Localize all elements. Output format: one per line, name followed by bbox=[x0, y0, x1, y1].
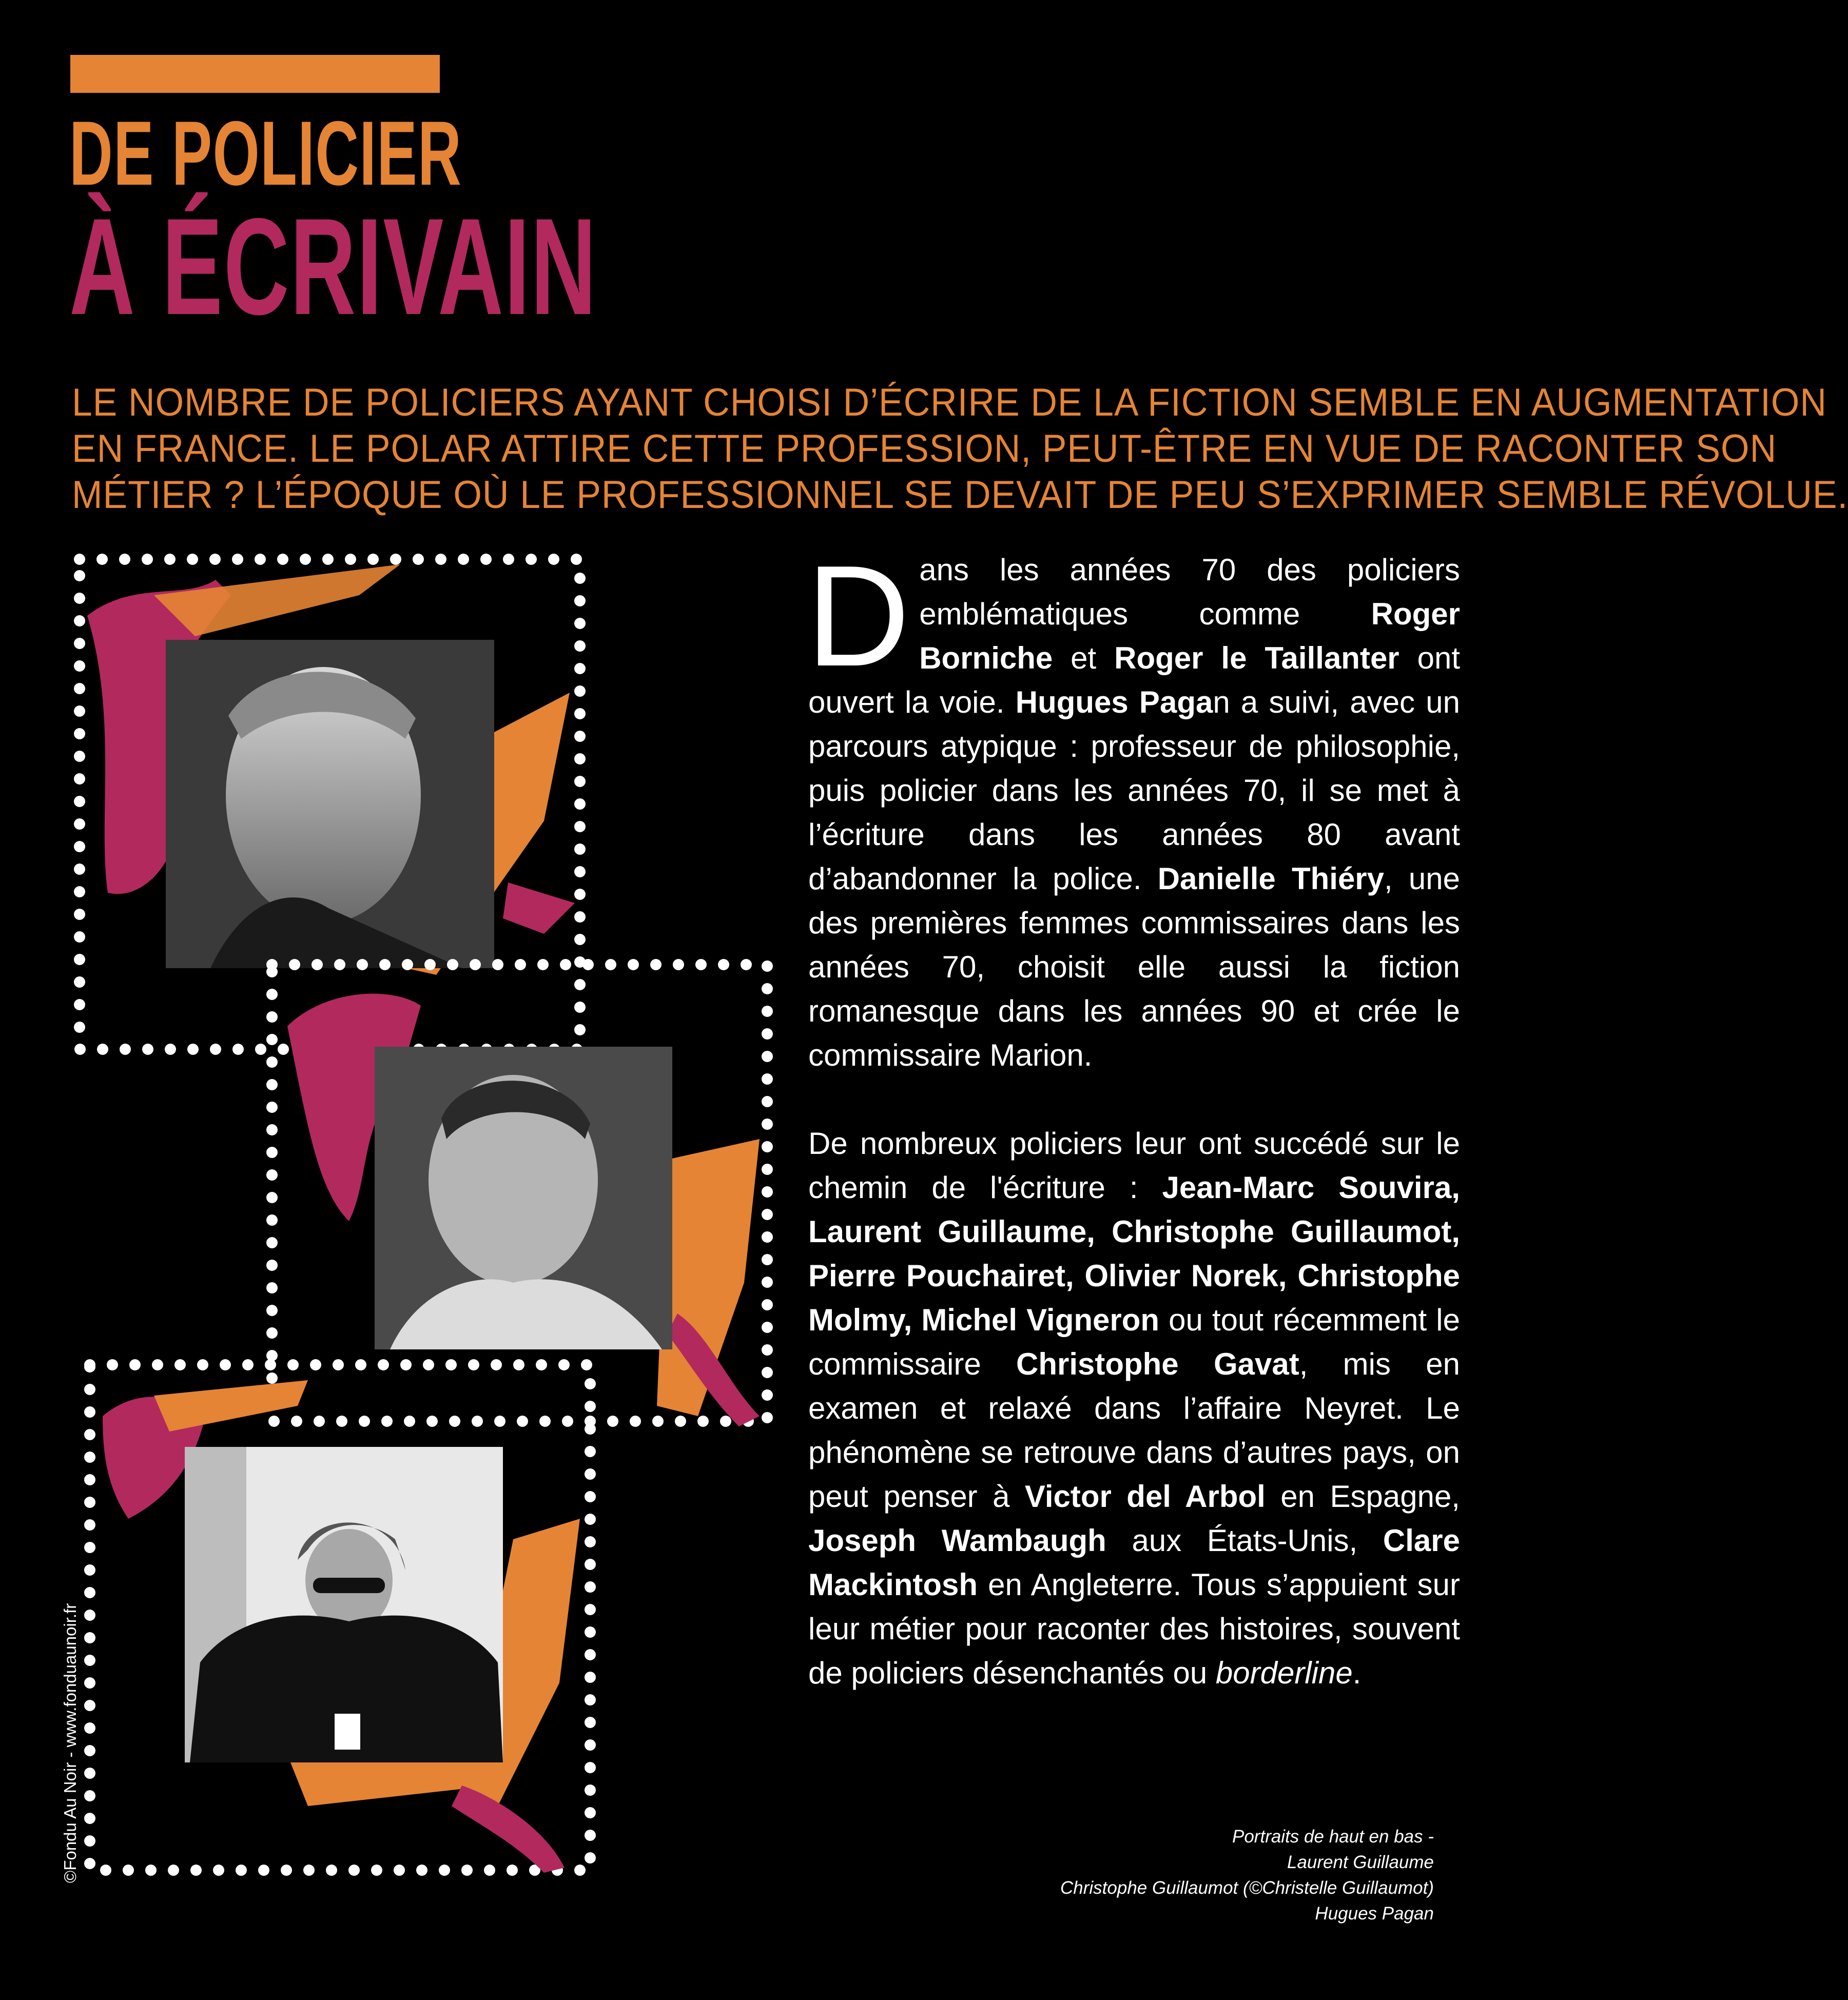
intro-line-1: LE NOMBRE DE POLICIERS AYANT CHOISI D’ÉCRIRE DE LA FICTION SEMBLE EN AUGMENTATION bbox=[72, 381, 1827, 424]
intro-line-2: EN FRANCE. LE POLAR ATTIRE CETTE PROFESSION, PEUT-ÊTRE EN VUE DE RACONTER SON bbox=[72, 427, 1777, 470]
copyright-notice: ©Fondu Au Noir - www.fonduaunoir.fr bbox=[61, 1603, 80, 1883]
portrait-frame-1 bbox=[80, 559, 580, 1049]
author-name: Roger Borniche bbox=[919, 597, 1460, 675]
intro-line-3: MÉTIER ? L’ÉPOQUE OÙ LE PROFESSIONNEL SE DEVAIT DE PEU S’EXPRIMER SEMBLE RÉVOLUE. bbox=[72, 473, 1848, 517]
italic-term: borderline bbox=[1215, 1656, 1353, 1690]
text-run: ou tout récemment le commissaire bbox=[808, 1303, 1460, 1381]
author-name: Jean-Marc Souvira, Laurent Guillaume, Christophe Guillaumot, Pierre Pouchairet, Olivier Norek, Christophe Molmy, Michel Vigneron bbox=[808, 1170, 1460, 1337]
author-name: Christophe Gavat bbox=[1016, 1347, 1299, 1381]
author-name: Roger le Taillanter bbox=[1114, 641, 1399, 675]
text-run: en Espagne, bbox=[1265, 1479, 1460, 1514]
portrait-frame-3 bbox=[90, 1365, 590, 1873]
title-line-2: À ÉCRIVAIN bbox=[69, 189, 597, 343]
article-paragraph-2 bbox=[808, 1122, 1460, 1695]
author-name: Joseph Wambaugh bbox=[808, 1523, 1106, 1558]
text-run: , mis en examen et relaxé dans l’affaire Neyret. Le phénomène se retrouve dans d’autres pays, on peut penser à bbox=[808, 1347, 1460, 1514]
credits-line-4: Hugues Pagan bbox=[1315, 1904, 1434, 1924]
credits-line-2: Laurent Guillaume bbox=[1287, 1852, 1434, 1872]
text-run: De nombreux policiers leur ont succédé sur le chemin de l'écriture : bbox=[808, 1126, 1460, 1205]
text-run: ans les années 70 des policiers emblématiques comme bbox=[919, 553, 1460, 631]
author-name: Danielle Thiéry bbox=[1157, 861, 1385, 896]
text-run: aux États-Unis, bbox=[1106, 1523, 1383, 1558]
text-run: en Angleterre. Tous s’appuient sur leur métier pour raconter des histoires, souvent de policiers désenchantés ou bbox=[808, 1567, 1460, 1690]
paint-stroke-orange bbox=[154, 564, 400, 636]
text-run: et bbox=[1053, 641, 1115, 675]
title-line-1: DE POLICIER bbox=[69, 102, 462, 204]
photo-credits bbox=[1060, 1824, 1434, 1927]
author-name: Clare Mackintosh bbox=[808, 1523, 1461, 1602]
drop-cap: D bbox=[806, 536, 910, 696]
credits-line-3: Christophe Guillaumot (©Christelle Guillaumot) bbox=[1060, 1878, 1434, 1898]
author-name: Hugues Paga bbox=[1015, 685, 1213, 719]
article-paragraph-1 bbox=[806, 536, 1460, 1077]
text-run: . bbox=[1352, 1656, 1361, 1690]
article-body bbox=[806, 536, 1461, 1695]
text-run: n a suivi, avec un parcours atypique : professeur de philosophie, puis policier dans les années 70, il se met à l’écriture dans les années 80 avant d’abandonner la police. bbox=[808, 685, 1460, 896]
text-run: ont ouvert la voie. bbox=[808, 641, 1460, 719]
author-name: Victor del Arbol bbox=[1024, 1479, 1266, 1514]
portrait-frame-2 bbox=[272, 965, 767, 1426]
credits-line-1: Portraits de haut en bas - bbox=[1232, 1827, 1434, 1847]
text-run: , une des premières femmes commissaires dans les années 70, choisit elle aussi la fiction romanesque dans les années 90 et crée le commissaire Marion. bbox=[808, 861, 1460, 1072]
